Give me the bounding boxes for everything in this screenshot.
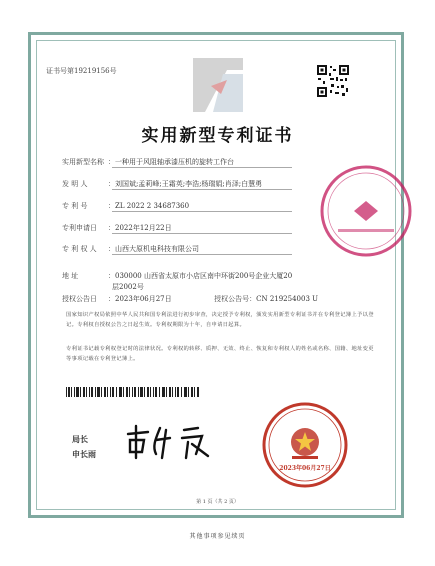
field-label: 专利申请日 [62, 224, 97, 232]
field-value: 刘国斌;孟莉峰;王霜英;李浩;杨瑞娟;肖泽;白慧勇 [115, 180, 263, 188]
field-value: 2023年06月27日 [115, 295, 172, 303]
field-label: 专 利 号 [62, 202, 88, 210]
underline [112, 254, 292, 255]
company-seal-stamp-icon [318, 163, 414, 259]
field-value: 一种用于风阻轴承漆压机的旋转工作台 [115, 158, 234, 166]
field-utility-model-name: 实用新型名称 ：一种用于风阻轴承漆压机的旋转工作台 [62, 158, 234, 166]
field-value: CN 219254003 U [256, 295, 319, 303]
field-patent-number: 专 利 号 ：ZL 2022 2 34687360 [62, 202, 190, 210]
field-label: 授权公告日 [62, 295, 97, 303]
legal-paragraph-1: 国家知识产权局依照中华人民共和国专利法进行初步审查，决定授予专利权，颁发实用新型专利证书并在专利登记簿上予以登记。专利权自授权公告之日起生效。专利权期限为十年，自申请日起算。 [66, 312, 374, 328]
field-value: 2022年12月22日 [115, 224, 172, 232]
qr-code-icon [316, 64, 350, 98]
field-inventors: 发 明 人 ：刘国斌;孟莉峰;王霜英;李浩;杨瑞娟;肖泽;白慧勇 [62, 180, 263, 188]
underline [112, 211, 292, 212]
field-patentee: 专 利 权 人 ：山西大原机电科技有限公司 [62, 245, 199, 253]
signature-icon [122, 420, 222, 464]
field-label: 地 址 [62, 272, 79, 280]
barcode-icon [66, 387, 200, 397]
official-seal-icon [262, 402, 348, 488]
director-name: 申长雨 [72, 449, 96, 459]
field-label: 实用新型名称 [62, 158, 104, 166]
field-label: 发 明 人 [62, 180, 88, 188]
field-value: ZL 2022 2 34687360 [115, 202, 190, 210]
underline [112, 167, 292, 168]
certificate-number: 证书号第19219156号 [46, 67, 117, 75]
seal-date: 2023年06月27日 [279, 465, 331, 472]
underline [112, 189, 292, 190]
field-label: 授权公告号 [214, 295, 250, 303]
page-number: 第 1 页（共 2 页） [196, 499, 239, 505]
field-value: 山西大原机电科技有限公司 [115, 245, 199, 253]
field-label: 专 利 权 人 [62, 245, 97, 253]
field-application-date: 专利申请日 ：2022年12月22日 [62, 224, 172, 232]
field-value: 030000 山西省太原市小店区南中环街200号企业大厦20 [115, 272, 293, 280]
field-grant-date: 授权公告日 ：2023年06月27日 授权公告号：CN 219254003 U [62, 295, 319, 303]
underline [112, 233, 292, 234]
patent-emblem-icon [183, 50, 253, 120]
footer-note: 其他事项参见续页 [189, 533, 246, 540]
director-title: 局长 [72, 434, 88, 444]
legal-paragraph-2: 专利证书记载专利权登记时的法律状况。专利权的转移、质押、无效、终止、恢复和专利权人的姓名或名称、国籍、地址变更等事项记载在专利登记簿上。 [66, 346, 374, 362]
field-address-line2: 层2002号 [112, 283, 144, 291]
field-address: 地 址 ：030000 山西省太原市小店区南中环街200号企业大厦20 [62, 272, 293, 280]
certificate-title: 实用新型专利证书 [141, 126, 294, 146]
